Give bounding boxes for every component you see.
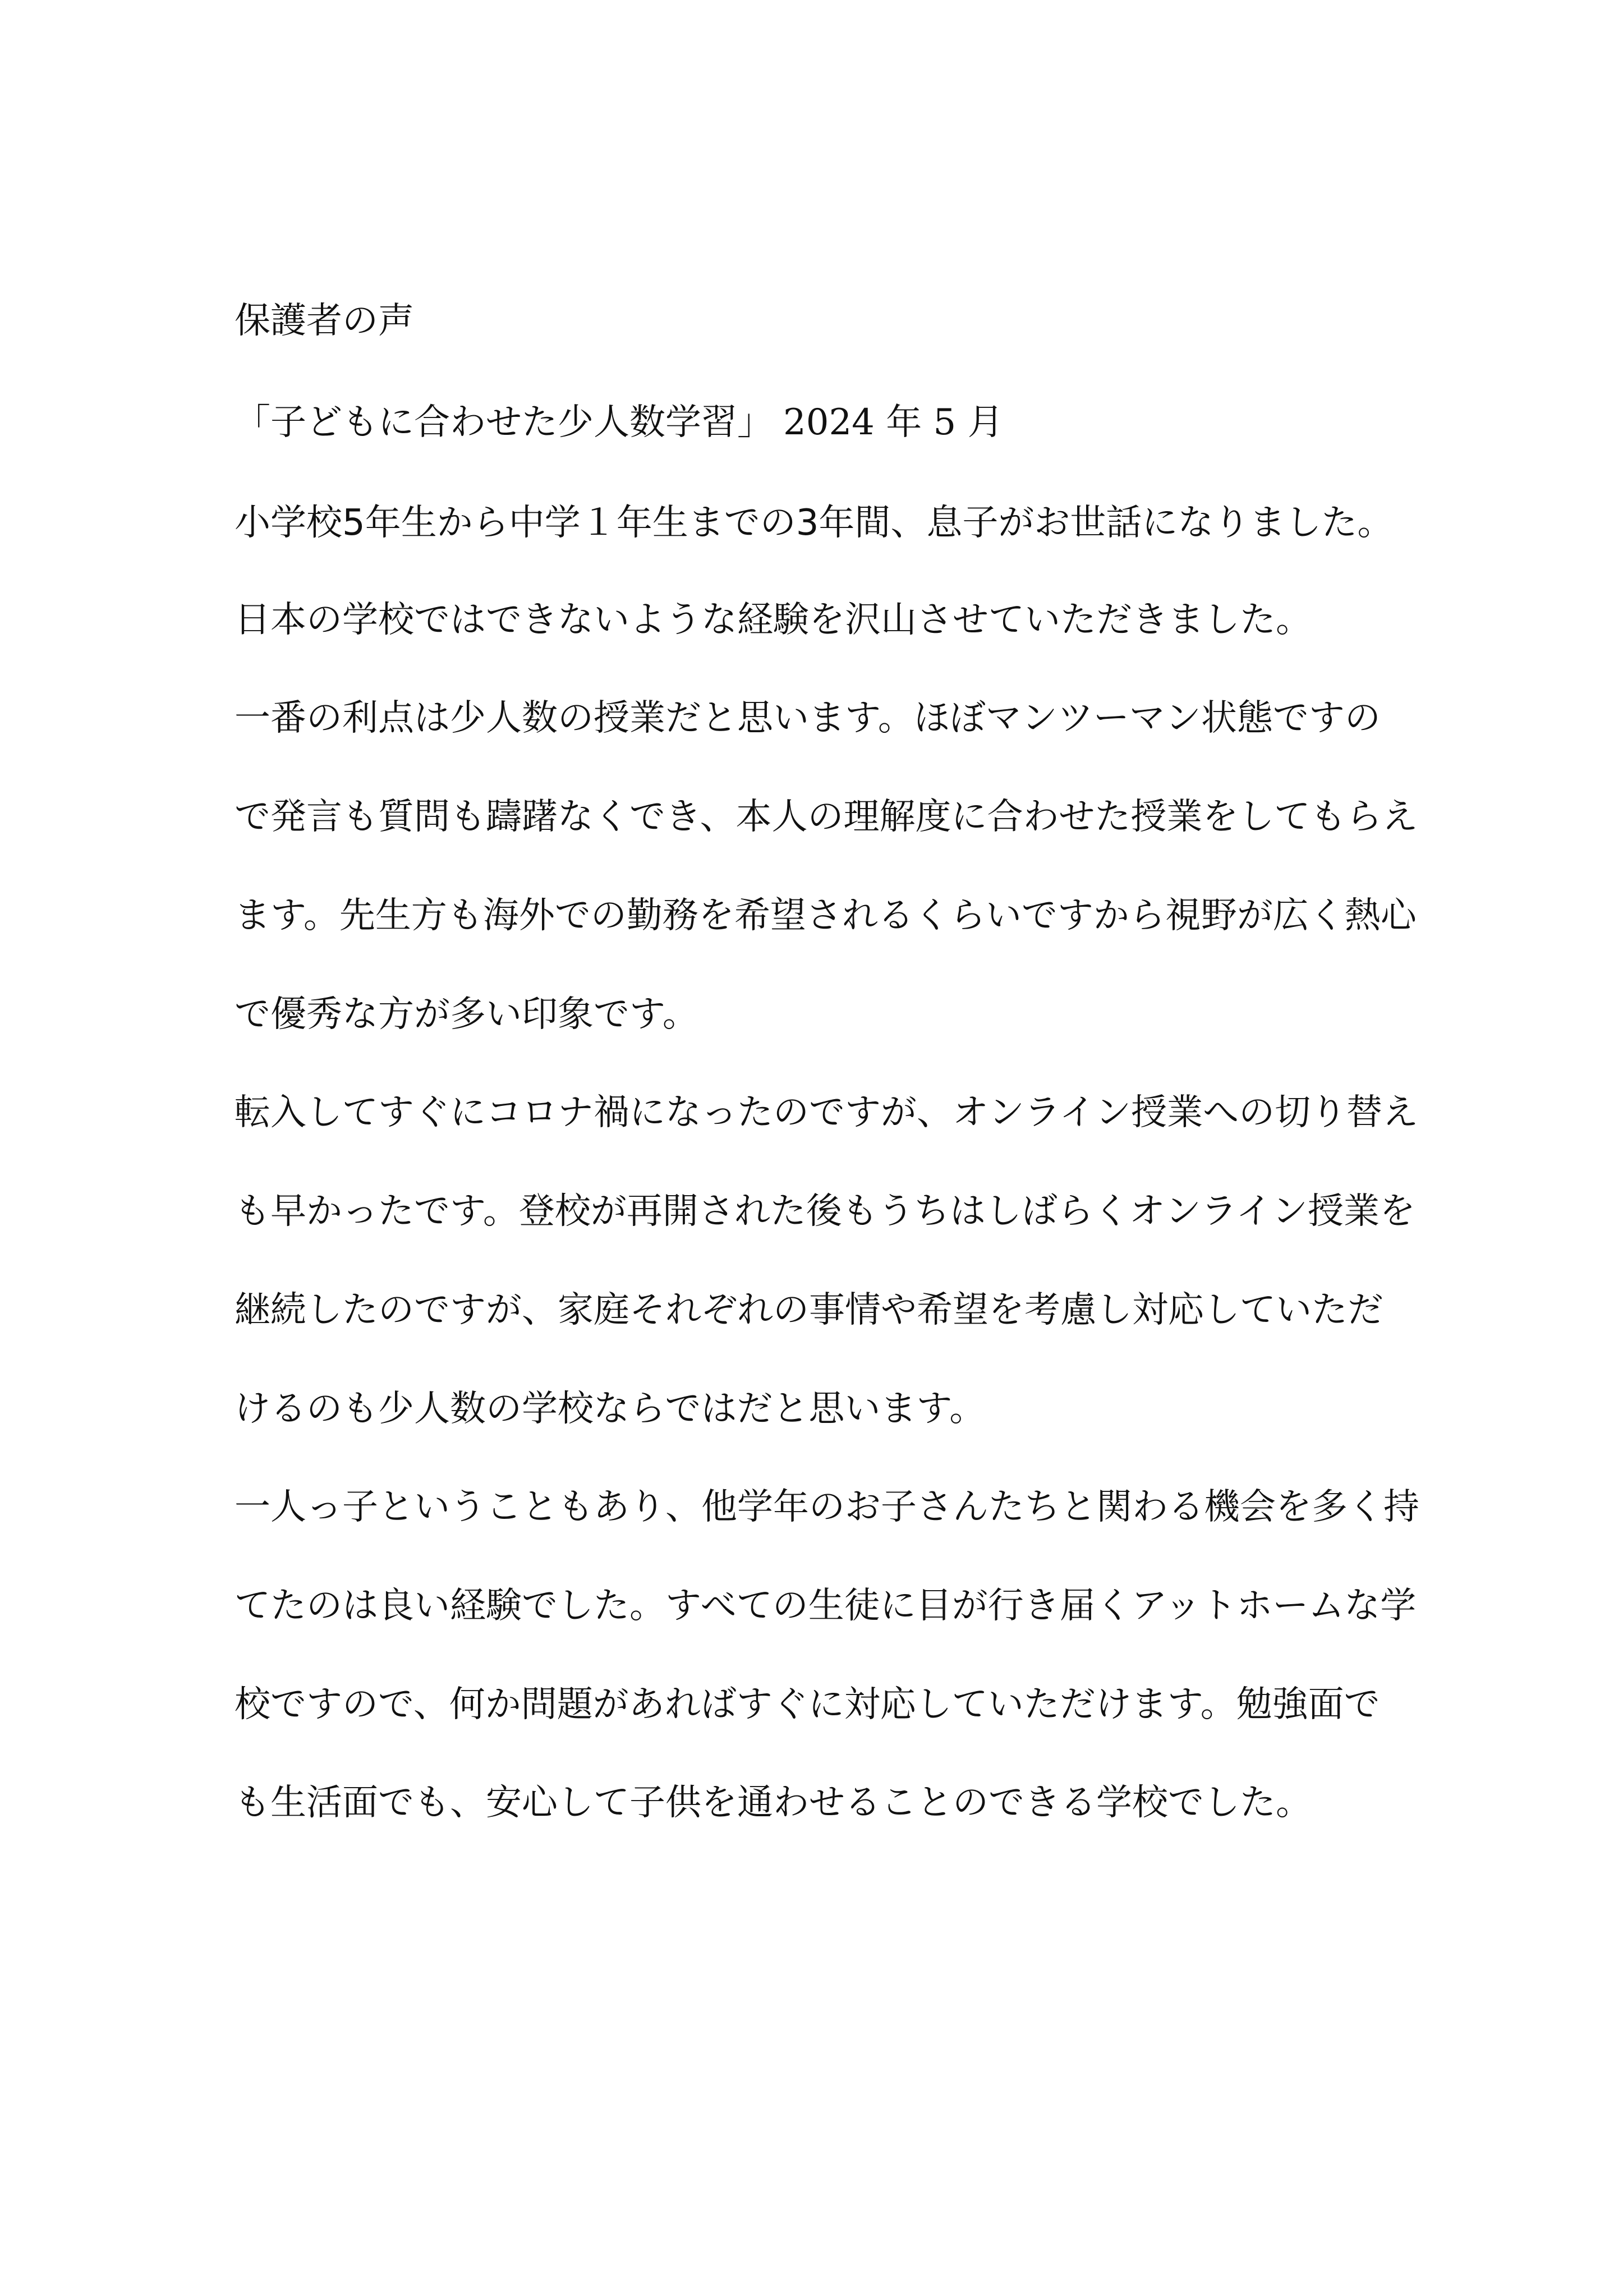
body-line: も早かったです。登校が再開された後もうちはしばらくオンライン授業を [235,1191,1415,1232]
body-line: けるのも少人数の学校ならではだと思います。 [235,1388,986,1430]
body-line: 日本の学校ではできないような経験を沢山させていただきました。 [235,599,1312,641]
subtitle-date: 2024 年 5 月 [783,402,1004,443]
page-heading: 保護者の声 [235,300,414,342]
body-line: ます。先生方も海外での勤務を希望されるくらいですから視野が広く熱心 [235,895,1417,936]
body-line: で発言も質問も躊躇なくでき、本人の理解度に合わせた授業をしてもらえ [235,796,1418,838]
body-line: 継続したのですが、家庭それぞれの事情や希望を考慮し対応していただ [235,1289,1383,1331]
body-line: 一人っ子ということもあり、他学年のお子さんたちと関わる機会を多く持 [235,1486,1419,1528]
body-line: 小学校5年生から中学１年生までの3年間、息子がお世話になりました。 [235,502,1394,544]
document-subtitle [235,399,1004,446]
body-line: も生活面でも、安心して子供を通わせることのできる学校でした。 [235,1782,1312,1824]
body-line: で優秀な方が多い印象です。 [235,994,698,1035]
body-line: 転入してすぐにコロナ禍になったのですが、オンライン授業への切り替え [235,1092,1419,1133]
body-line: 校ですので、何か問題があればすぐに対応していただけます。勉強面で [235,1684,1380,1725]
subtitle-title: 「子どもに合わせた少人数学習」 [235,402,773,443]
body-line: 一番の利点は少人数の授業だと思います。ほぼマンツーマン状態ですの [235,697,1381,739]
body-line: てたのは良い経験でした。すべての生徒に目が行き届くアットホームな学 [235,1585,1417,1627]
